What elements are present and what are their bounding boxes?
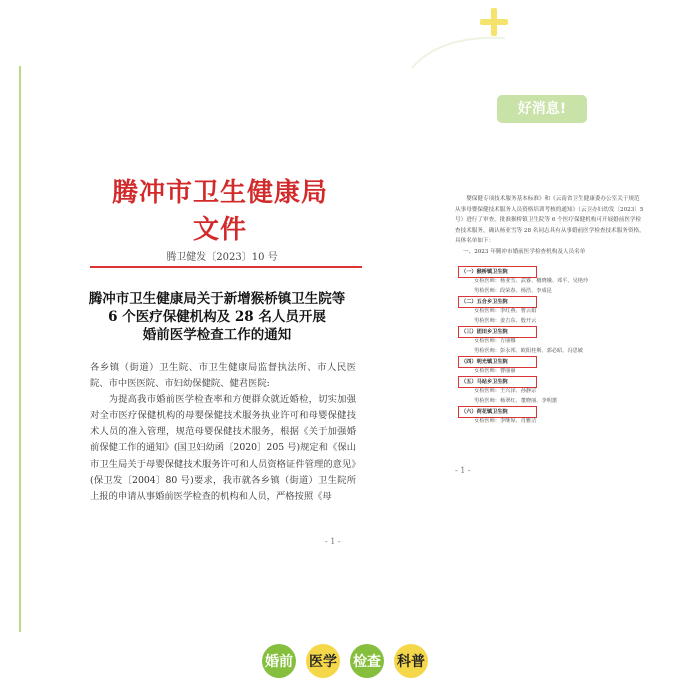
staff-line: 男检医师：彭永邦、欧阳桂斯、郭必昭、冯思敏	[474, 348, 583, 354]
staff-line: 女检医师：李继琼、肖雅洁	[474, 418, 537, 424]
recipients: 各乡镇（街道）卫生院、市卫生健康局监督执法所、市人民医院、市中医医院、市妇幼保健院、健君医院:	[90, 362, 356, 390]
list-title: 一、2023 年腾冲市婚前医学检查机构及人员名单	[463, 248, 586, 255]
document-number: 腾卫健发〔2023〕10 号	[166, 252, 278, 263]
institution-name	[458, 406, 638, 416]
institution-box: （六）荷花镇卫生院	[458, 406, 537, 418]
institution-list	[458, 266, 638, 426]
document-body	[90, 360, 356, 505]
heading-line: 腾冲市卫生健康局关于新增猴桥镇卫生院等	[88, 291, 346, 307]
badge-yixue: 医学	[306, 644, 340, 678]
good-news-tag: 好消息!	[497, 95, 587, 123]
page-number-1: - 1 -	[325, 537, 341, 546]
institution-box: （三）团田乡卫生院	[458, 326, 537, 338]
badge-kepu: 科普	[394, 644, 428, 678]
institution-name	[458, 266, 638, 276]
institution-name	[458, 356, 638, 366]
body-paragraph: 为提高我市婚前医学检查率和方便群众就近婚检，切实加强对全市医疗保健机构的母婴保健技术服务执业许可和母婴保健技术人员的准入管理，规范母婴保健技术服务，根据《关于加强婚前保健工作的通知》(国卫妇幼函〔2020〕205 号)规定和《保山市卫生局关于母婴保健技术服务许可和人员资格证件管理的意见》(保卫发〔2004〕80 号)要求，我市就各乡镇（街道）卫生院所上报的申请从事婚前医学检查的机构和人员，严格按照《母	[90, 394, 356, 502]
plus-decoration-icon	[478, 6, 510, 38]
intro-paragraph: 婴保健专项技术服务基本标准》和《云南省卫生健康委办公室关于规范从事母婴保健技术服务人员资格培训考核的通知》（云卫办妇幼发〔2023〕5 号）进行了审查，批准猴桥镇卫生院等 6 个医疗保健机构可开展婚前医学检查技术服务，确认杨亚雪等 28 名同志具有从事婚前医学检查技术服务资格，具体名单如下：	[455, 196, 645, 244]
staff-line: 女检医师：杨亚雪、武睿、檀晓娥、邓平、吴艳玲	[474, 278, 589, 284]
institution-name	[458, 326, 638, 336]
institution-box: （五）马站乡卫生院	[458, 376, 537, 388]
staff-line: 男检医师：段荣春、杨浩、李成昆	[474, 288, 552, 294]
institution-name	[458, 296, 638, 306]
heading-line: 婚前医学检查工作的通知	[142, 327, 292, 343]
heading-line: 6 个医疗保健机构及 28 名人员开展	[108, 309, 326, 325]
topic-badges	[262, 644, 438, 678]
staff-line: 女检医师：曹丽丽	[474, 368, 516, 374]
page-number-2: - 1 -	[455, 466, 471, 475]
document-page-2-intro	[455, 194, 645, 257]
staff-line: 男检医师：姜吉东、殷开云	[474, 318, 537, 324]
left-accent-line	[19, 66, 21, 632]
staff-line: 女检医师：李红燕、曹云娟	[474, 308, 537, 314]
staff-line: 女检医师：方丽娜	[474, 338, 516, 344]
badge-hunqian: 婚前	[262, 644, 296, 678]
institution-box: （四）明光镇卫生院	[458, 356, 537, 368]
badge-jiancha: 检查	[350, 644, 384, 678]
document-heading	[76, 290, 358, 344]
staff-line: 女检医师：王兴泽、孙静宗	[474, 388, 537, 394]
institution-name	[458, 376, 638, 386]
red-divider	[90, 266, 362, 268]
staff-line: 男检医师：杨翠红、董晓丽、李明蕙	[474, 398, 558, 404]
institution-box: （二）五合乡卫生院	[458, 296, 537, 308]
document-red-title: 腾冲市卫生健康局文件	[111, 178, 328, 245]
institution-box: （一）猴桥镇卫生院	[458, 266, 537, 278]
